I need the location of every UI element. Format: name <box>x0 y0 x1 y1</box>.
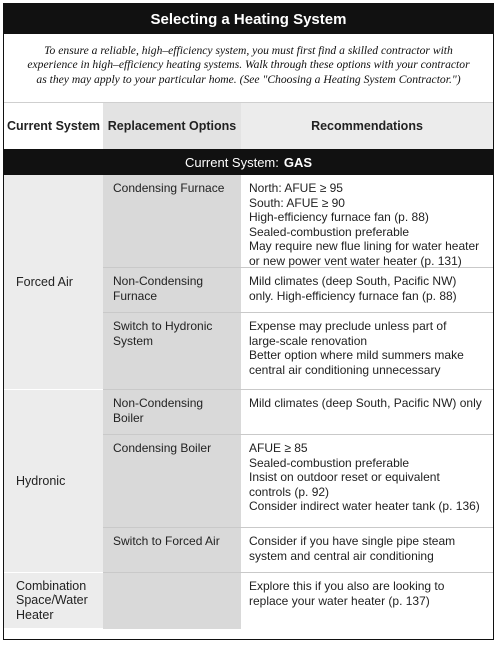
rec-line: Mild climates (deep South, Pacific NW) only <box>249 396 482 410</box>
rec-line: Mild climates (deep South, Pacific NW) <box>249 274 457 288</box>
group-name: Hydronic <box>4 390 103 573</box>
rec-line: Sealed-combustion preferable <box>249 455 410 470</box>
table-title: Selecting a Heating System <box>4 4 493 34</box>
recommendation-cell <box>241 175 493 267</box>
option-cell: Non-Condensing Boiler <box>103 390 241 434</box>
option-cell: Switch to Forced Air <box>103 528 241 572</box>
rec-line: only. High-efficiency furnace fan (p. 88) <box>249 288 457 303</box>
header-recommendations: Recommendations <box>241 103 493 149</box>
recommendation-cell <box>241 573 493 629</box>
table-row <box>103 573 493 629</box>
group-rows <box>103 573 493 629</box>
rec-line: South: AFUE ≥ 90 <box>249 195 345 210</box>
intro-line: To ensure a reliable, high–efficiency system, you must first find a skilled contractor with <box>44 44 453 57</box>
rec-line: replace your water heater (p. 137) <box>249 593 430 608</box>
recommendation-cell <box>241 313 493 389</box>
rec-line: AFUE ≥ 85 <box>249 441 308 455</box>
current-system-bar <box>4 149 493 175</box>
rec-line: Consider indirect water heater tank (p. 136) <box>249 499 480 513</box>
table-row <box>103 313 493 390</box>
intro-line: as they may apply to your particular home. (See "Choosing a Heating System Contractor.") <box>36 72 461 86</box>
rec-line: Expense may preclude unless part of <box>249 319 447 333</box>
table-row <box>103 528 493 573</box>
option-cell <box>103 573 241 629</box>
current-system-value: GAS <box>283 154 313 170</box>
option-cell: Condensing Furnace <box>103 175 241 267</box>
rec-line: May require new flue lining for water heater <box>249 239 480 253</box>
heating-system-table <box>3 3 494 640</box>
recommendation-cell <box>241 435 493 527</box>
option-cell: Condensing Boiler <box>103 435 241 527</box>
header-replacement-options: Replacement Options <box>103 103 241 149</box>
intro-line: experience in high–efficiency heating systems. Walk through these options with your contractor <box>27 58 470 72</box>
table-row <box>103 175 493 268</box>
rec-line: or new power vent water heater (p. 131) <box>249 253 462 268</box>
rec-line: central air conditioning unnecessary <box>249 362 441 377</box>
rec-line: Sealed-combustion preferable <box>249 224 410 239</box>
option-cell: Switch to Hydronic System <box>103 313 241 389</box>
group-forced-air <box>4 175 493 390</box>
intro-text <box>4 34 493 102</box>
recommendation-cell <box>241 268 493 312</box>
table-row <box>103 268 493 313</box>
group-combination <box>4 573 493 629</box>
option-cell: Non-Condensing Furnace <box>103 268 241 312</box>
rec-line: large-scale renovation <box>249 333 368 348</box>
group-rows <box>103 390 493 573</box>
current-system-label: Current System: <box>184 154 279 170</box>
rec-line: Better option where mild summers make <box>249 348 464 362</box>
column-headers <box>4 102 493 149</box>
table-body <box>4 175 493 629</box>
group-rows <box>103 175 493 390</box>
rec-line: system and central air conditioning <box>249 548 434 563</box>
table-row <box>103 390 493 435</box>
rec-line: Consider if you have single pipe steam <box>249 534 456 548</box>
rec-line: Insist on outdoor reset or equivalent <box>249 470 440 484</box>
rec-line: Explore this if you also are looking to <box>249 579 445 593</box>
group-hydronic <box>4 390 493 573</box>
table-row <box>103 435 493 528</box>
header-current-system: Current System <box>4 103 103 149</box>
group-name: Forced Air <box>4 175 103 390</box>
recommendation-cell <box>241 390 493 434</box>
rec-line: High-efficiency furnace fan (p. 88) <box>249 210 429 224</box>
group-name: Combination Space/Water Heater <box>4 573 103 629</box>
rec-line: North: AFUE ≥ 95 <box>249 181 343 195</box>
recommendation-cell <box>241 528 493 572</box>
rec-line: controls (p. 92) <box>249 484 330 499</box>
